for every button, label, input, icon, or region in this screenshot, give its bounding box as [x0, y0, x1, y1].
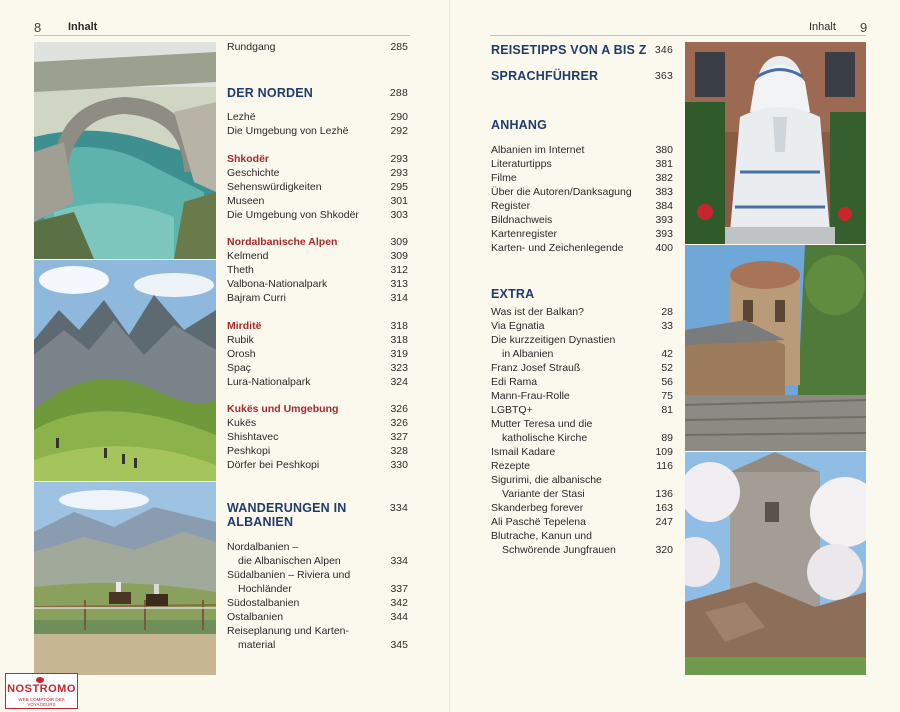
- page-number-left: 8: [34, 20, 42, 35]
- toc-entry-page: 384: [655, 200, 673, 212]
- toc-entry-page: 247: [655, 516, 673, 528]
- toc-entry: [227, 624, 408, 638]
- toc-entry-title: in Albanien: [502, 348, 554, 360]
- toc-entry-page: 81: [661, 404, 673, 416]
- toc-entry-title: DER NORDEN: [227, 86, 314, 100]
- toc-entry-page: 33: [661, 320, 673, 332]
- toc-entry: [227, 194, 408, 208]
- toc-entry-page: 303: [390, 209, 408, 221]
- toc-entry-title: Bajram Curri: [227, 292, 286, 304]
- toc-entry: [227, 277, 408, 291]
- toc-entry-page: 318: [390, 320, 408, 332]
- toc-entry: [491, 459, 673, 473]
- toc-entry-title: Hochländer: [238, 583, 292, 595]
- toc-entry-page: 326: [390, 417, 408, 429]
- toc-entry-page: 313: [390, 278, 408, 290]
- toc-entry-page: 393: [655, 228, 673, 240]
- toc-entry-page: 290: [390, 111, 408, 123]
- toc-entry-page: 293: [390, 167, 408, 179]
- toc-entry-title: Karten- und Zeichenlegende: [491, 242, 624, 254]
- toc-entry: [227, 124, 408, 138]
- toc-entry-title: Literaturtipps: [491, 158, 552, 170]
- toc-entry-page: 52: [661, 362, 673, 374]
- toc-entry: [491, 143, 673, 157]
- photo-old-church-tower: [685, 245, 866, 451]
- toc-entry-title: Südostalbanien: [227, 597, 300, 609]
- toc-entry-page: 295: [390, 181, 408, 193]
- toc-entry-page: 344: [390, 611, 408, 623]
- toc-entry-page: 320: [655, 544, 673, 556]
- toc-entry: [491, 445, 673, 459]
- toc-entry: [227, 180, 408, 194]
- toc-entry-title: Mirditë: [227, 320, 262, 332]
- toc-entry: [227, 540, 408, 554]
- toc-entry-page: 326: [390, 403, 408, 415]
- toc-entry-page: 334: [390, 555, 408, 567]
- toc-entry: [227, 86, 408, 100]
- toc-entry: [491, 543, 673, 557]
- toc-entry: [491, 227, 673, 241]
- toc-entry-title: Über die Autoren/Danksagung: [491, 186, 632, 198]
- toc-entry-title: Was ist der Balkan?: [491, 306, 584, 318]
- header-rule-right: [490, 35, 866, 36]
- toc-entry-title: Die Umgebung von Shkodër: [227, 209, 359, 221]
- toc-entry-page: 334: [389, 502, 408, 514]
- toc-entry-title: Spaç: [227, 362, 251, 374]
- toc-entry: [491, 287, 673, 301]
- toc-entry-title: Reiseplanung und Karten-: [227, 625, 350, 637]
- toc-entry-title: Nordalbanische Alpen: [227, 236, 338, 248]
- right-page: [450, 0, 900, 712]
- toc-entry: [491, 69, 673, 83]
- toc-entry-page: 318: [390, 334, 408, 346]
- toc-entry-page: 288: [389, 87, 408, 99]
- running-header-left: Inhalt: [68, 21, 98, 33]
- toc-entry-title: ANHANG: [491, 118, 548, 132]
- toc-entry: [491, 213, 673, 227]
- toc-entry-page: 309: [390, 250, 408, 262]
- toc-entry-title: Die Umgebung von Lezhë: [227, 125, 349, 137]
- toc-entry-title: Museen: [227, 195, 265, 207]
- toc-entry-title: katholische Kirche: [502, 432, 588, 444]
- toc-entry-title: Lezhë: [227, 111, 256, 123]
- toc-entry: [227, 444, 408, 458]
- toc-entry-title: Ostalbanien: [227, 611, 284, 623]
- toc-entry: [227, 333, 408, 347]
- toc-entry-page: 163: [655, 502, 673, 514]
- toc-entry-page: 109: [655, 446, 673, 458]
- watermark-tagline: WEB COMPTOIR DES VOYAGEURS: [18, 697, 65, 707]
- toc-entry: [227, 596, 408, 610]
- toc-entry-title: Kelmend: [227, 250, 269, 262]
- toc-entry-title: EXTRA: [491, 287, 535, 301]
- toc-entry-title: Mann-Frau-Rolle: [491, 390, 570, 402]
- toc-entry: [491, 157, 673, 171]
- toc-entry: [227, 361, 408, 375]
- photo-horse-riders-valley: [34, 482, 216, 675]
- toc-entry-title: material: [238, 639, 276, 651]
- toc-entry: [227, 610, 408, 624]
- toc-entry-title: Schwörende Jungfrauen: [502, 544, 616, 556]
- toc-entry-title: Filme: [491, 172, 517, 184]
- toc-entry: [227, 291, 408, 305]
- toc-entry: [491, 333, 673, 347]
- toc-entry: [491, 43, 673, 57]
- toc-entry-title: Register: [491, 200, 531, 212]
- header-rule-left: [34, 35, 410, 36]
- toc-entry-page: 301: [390, 195, 408, 207]
- toc-entry-page: 285: [390, 41, 408, 53]
- toc-entry-title: Mutter Teresa und die: [491, 418, 593, 430]
- toc-entry-title: Bildnachweis: [491, 214, 553, 226]
- toc-entry: [227, 554, 408, 568]
- toc-entry: [227, 375, 408, 389]
- toc-entry-title: Blutrache, Kanun und: [491, 530, 592, 542]
- toc-entry-title: Orosh: [227, 348, 256, 360]
- toc-entry-title: Dörfer bei Peshkopi: [227, 459, 320, 471]
- toc-entry: [491, 487, 673, 501]
- toc-entry-title: Die kurzzeitigen Dynastien: [491, 334, 616, 346]
- toc-entry: [491, 375, 673, 389]
- toc-entry-title: Ismail Kadare: [491, 446, 556, 458]
- toc-entry-page: 393: [655, 214, 673, 226]
- page-number-right: 9: [860, 20, 868, 35]
- toc-entry-title: LGBTQ+: [491, 404, 533, 416]
- toc-entry: [227, 110, 408, 124]
- toc-entry: [491, 417, 673, 431]
- toc-entry: [491, 185, 673, 199]
- toc-entry-page: 345: [390, 639, 408, 651]
- toc-entry-page: 327: [390, 431, 408, 443]
- toc-entry: [491, 118, 673, 132]
- toc-entry-title: Lura-Nationalpark: [227, 376, 311, 388]
- toc-entry: [491, 389, 673, 403]
- toc-entry-title: Ali Paschë Tepelena: [491, 516, 586, 528]
- nostromo-watermark-logo: [5, 673, 78, 709]
- toc-entry-page: 337: [390, 583, 408, 595]
- toc-entry-title: Via Egnatia: [491, 320, 545, 332]
- toc-entry: [491, 529, 673, 543]
- photo-stone-ruin-blossoms: [685, 452, 866, 675]
- toc-entry-page: 380: [655, 144, 673, 156]
- photo-mother-teresa-statue: [685, 42, 866, 244]
- toc-entry: [227, 416, 408, 430]
- toc-entry-title: Theth: [227, 264, 254, 276]
- toc-entry-title: Kukës und Umgebung: [227, 403, 339, 415]
- photo-stone-bridge-river: [34, 42, 216, 259]
- toc-entry-title: Franz Josef Strauß: [491, 362, 581, 374]
- toc-entry-page: 323: [390, 362, 408, 374]
- toc-entry-title: Shishtavec: [227, 431, 279, 443]
- toc-entry: [491, 431, 673, 445]
- toc-entry-title: REISETIPPS VON A BIS Z: [491, 43, 647, 57]
- toc-entry: [227, 166, 408, 180]
- toc-entry-title: Rubik: [227, 334, 254, 346]
- toc-entry-title: Shkodër: [227, 153, 270, 165]
- toc-entry: [227, 568, 408, 582]
- toc-entry: [491, 319, 673, 333]
- toc-entry-title: Sehenswürdigkeiten: [227, 181, 322, 193]
- toc-entry-title: Südalbanien – Riviera und: [227, 569, 351, 581]
- toc-entry-page: 56: [661, 376, 673, 388]
- toc-entry: [227, 458, 408, 472]
- toc-entry: [227, 263, 408, 277]
- toc-entry: [227, 515, 408, 529]
- toc-entry: [491, 403, 673, 417]
- toc-entry-title: SPRACHFÜHRER: [491, 69, 599, 83]
- toc-entry: [491, 171, 673, 185]
- toc-entry-title: ALBANIEN: [227, 515, 294, 529]
- toc-entry: [227, 347, 408, 361]
- toc-entry: [491, 347, 673, 361]
- toc-entry: [227, 638, 408, 652]
- toc-entry-page: 330: [390, 459, 408, 471]
- toc-entry-page: 363: [654, 70, 673, 82]
- running-header-right: Inhalt: [809, 21, 836, 33]
- toc-entry-title: Peshkopi: [227, 445, 271, 457]
- toc-entry-page: 346: [654, 44, 673, 56]
- toc-entry-title: Rezepte: [491, 460, 531, 472]
- toc-entry-title: Edi Rama: [491, 376, 538, 388]
- toc-entry-title: Geschichte: [227, 167, 280, 179]
- toc-entry: [227, 430, 408, 444]
- toc-entry: [227, 235, 408, 249]
- toc-entry: [491, 305, 673, 319]
- toc-entry-title: die Albanischen Alpen: [238, 555, 341, 567]
- toc-entry-page: 324: [390, 376, 408, 388]
- toc-entry-title: Albanien im Internet: [491, 144, 585, 156]
- toc-entry: [227, 249, 408, 263]
- toc-entry-page: 342: [390, 597, 408, 609]
- toc-entry: [491, 501, 673, 515]
- toc-entry-page: 89: [661, 432, 673, 444]
- toc-entry: [227, 582, 408, 596]
- toc-entry-page: 136: [655, 488, 673, 500]
- toc-entry-title: Valbona-Nationalpark: [227, 278, 328, 290]
- toc-entry-title: Kukës: [227, 417, 257, 429]
- toc-entry-title: Nordalbanien –: [227, 541, 299, 553]
- toc-entry: [227, 152, 408, 166]
- toc-entry-page: 312: [390, 264, 408, 276]
- toc-entry: [227, 501, 408, 515]
- toc-entry-page: 328: [390, 445, 408, 457]
- toc-entry-page: 383: [655, 186, 673, 198]
- toc-entry: [491, 515, 673, 529]
- toc-entry-page: 314: [390, 292, 408, 304]
- toc-entry-title: Skanderbeg forever: [491, 502, 584, 514]
- toc-entry-page: 382: [655, 172, 673, 184]
- toc-entry: [227, 402, 408, 416]
- toc-entry-page: 319: [390, 348, 408, 360]
- toc-entry-page: 116: [656, 460, 673, 472]
- toc-entry-page: 400: [655, 242, 673, 254]
- toc-entry-page: 293: [390, 153, 408, 165]
- toc-entry: [491, 361, 673, 375]
- toc-entry-page: 28: [661, 306, 673, 318]
- toc-entry-page: 381: [655, 158, 673, 170]
- toc-entry-page: 309: [390, 236, 408, 248]
- toc-entry-title: Variante der Stasi: [502, 488, 585, 500]
- toc-entry-title: Sigurimi, die albanische: [491, 474, 602, 486]
- toc-entry-title: WANDERUNGEN IN: [227, 501, 347, 515]
- toc-entry-page: 42: [661, 348, 673, 360]
- toc-entry: [227, 208, 408, 222]
- toc-entry-title: Rundgang: [227, 41, 276, 53]
- toc-entry-page: 292: [390, 125, 408, 137]
- photo-alpine-mountains-hikers: [34, 260, 216, 481]
- watermark-brand: NOSTROMO: [7, 683, 76, 695]
- toc-entry-title: Kartenregister: [491, 228, 557, 240]
- toc-entry: [227, 40, 408, 54]
- toc-entry: [491, 473, 673, 487]
- toc-entry: [491, 199, 673, 213]
- toc-entry: [227, 319, 408, 333]
- toc-entry: [491, 241, 673, 255]
- toc-entry-page: 75: [661, 390, 673, 402]
